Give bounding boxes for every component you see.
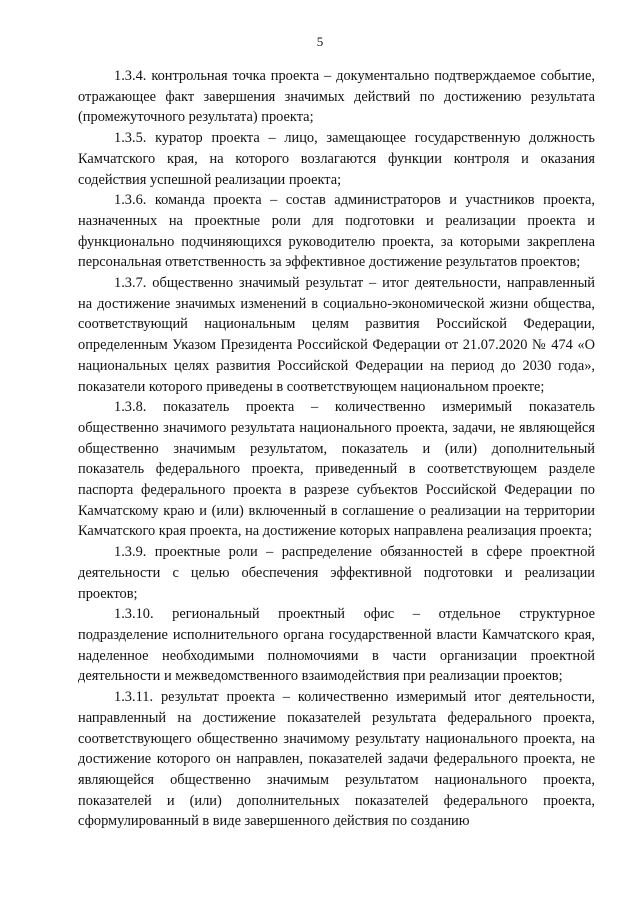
document-body xyxy=(78,66,595,832)
paragraph-1-3-9: 1.3.9. проектные роли – распределение обязанностей в сфере проектной деятельности с целью обеспечения эффективной подготовки и реализации проектов; xyxy=(78,544,595,602)
paragraph-1-3-7: 1.3.7. общественно значимый результат – итог деятельности, направленный на достижение значимых изменений в социально-экономической жизни общества, соответствующий национальным целям развития Российской Федерации, определенным Указом Президента Российской Федерации от 21.07.2020 № 474 «О национальных целях развития Российской Федерации на период до 2030 года», показатели которого приведены в соответствующем национальном проекте; xyxy=(78,275,595,395)
paragraph-1-3-10: 1.3.10. региональный проектный офис – отдельное структурное подразделение исполнительного органа государственной власти Камчатского края, наделенное необходимыми полномочиями в части организации проектной деятельности и межведомственного взаимодействия при реализации проектов; xyxy=(78,606,595,685)
paragraph-1-3-6: 1.3.6. команда проекта – состав администраторов и участников проекта, назначенных на проектные роли для подготовки и реализации проекта и функционально подчиняющихся руководителю проекта, за которыми закреплена персональная ответственность за эффективное достижение результатов проектов; xyxy=(78,192,595,271)
paragraph-1-3-5: 1.3.5. куратор проекта – лицо, замещающее государственную должность Камчатского края, на которого возлагаются функции контроля и оказания содействия успешной реализации проекта; xyxy=(78,130,595,188)
page-number: 5 xyxy=(316,34,324,49)
paragraph-1-3-8: 1.3.8. показатель проекта – количественно измеримый показатель общественно значимого результата национального проекта, задачи, не являющейся общественно значимым результатом, показатель и (или) дополнительный показатель федерального проекта, приведенный в соответствующем разделе паспорта федерального проекта в разрезе субъектов Российской Федерации по Камчатскому краю и (или) включенный в соглашение о реализации на территории Камчатского края проекта, на достижение которых направлена реализация проекта; xyxy=(78,399,595,540)
paragraph-1-3-11: 1.3.11. результат проекта – количественно измеримый итог деятельности, направленный на достижение показателей результата федерального проекта, соответствующего общественно значимому результату национального проекта, на достижение которого он направлен, показателей задачи федерального проекта, не являющейся общественно значимым результатом национального проекта, показателей и (или) дополнительных показателей федерального проекта, сформулированный в виде завершенного действия по созданию xyxy=(78,689,595,830)
paragraph-1-3-4: 1.3.4. контрольная точка проекта – документально подтверждаемое событие, отражающее факт завершения значимых действий по достижению результата (промежуточного результата) проекта; xyxy=(78,68,595,126)
